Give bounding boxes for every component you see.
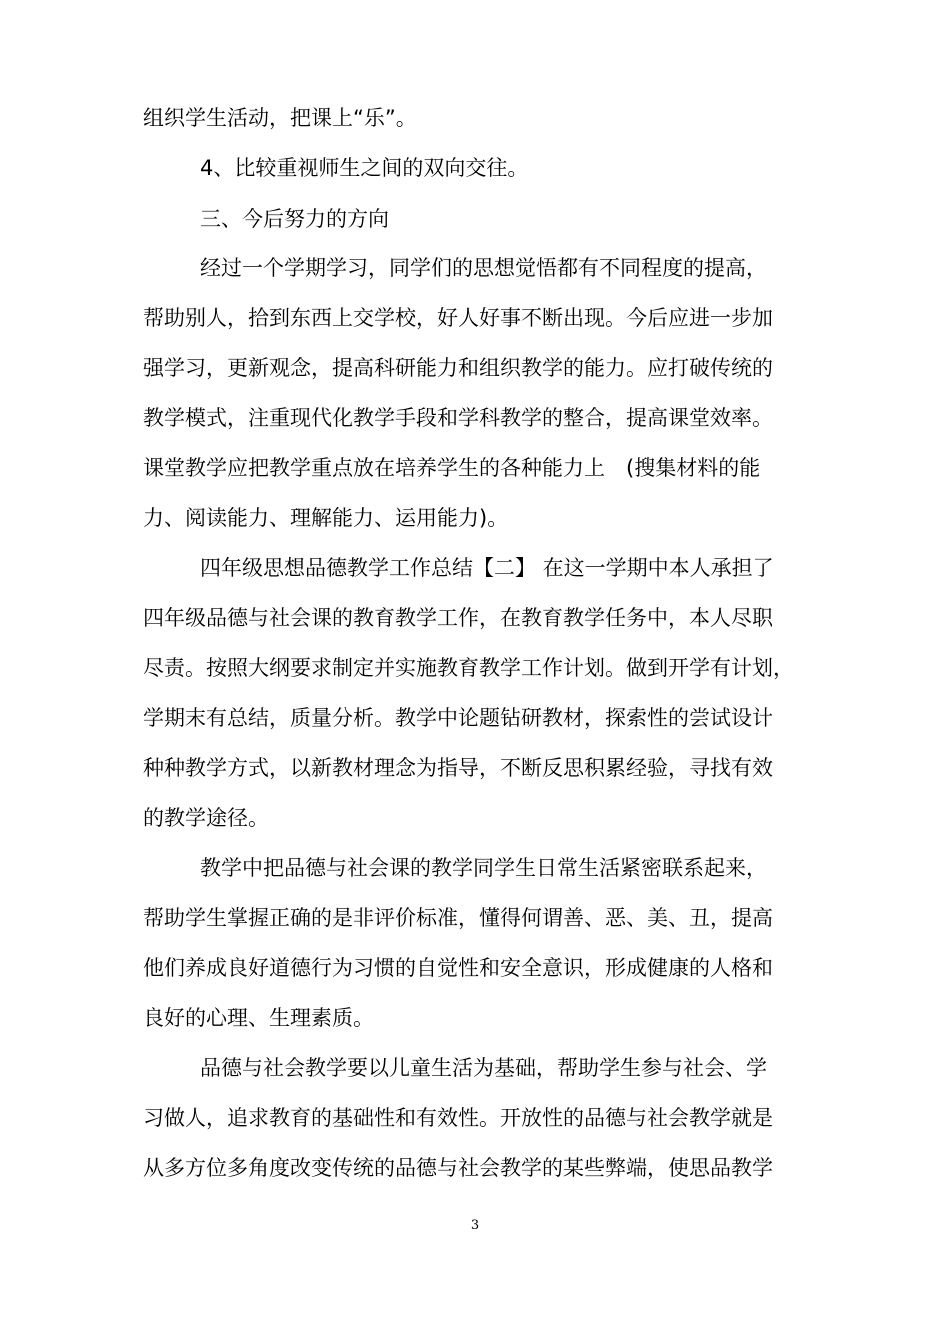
text-line: 力、阅读能力、理解能力、运用能力)。 bbox=[143, 506, 509, 530]
page-number: 3 bbox=[470, 1218, 480, 1233]
text-line: 教学中把品德与社会课的教学同学生日常生活紧密联系起来， bbox=[200, 856, 767, 880]
text-line: 课堂教学应把教学重点放在培养学生的各种能力上 (搜集材料的能 bbox=[143, 456, 761, 480]
text-line: 4、比较重视师生之间的双向交往。 bbox=[200, 156, 529, 180]
text-line: 帮助别人，拾到东西上交学校，好人好事不断出现。今后应进一步加 bbox=[143, 306, 773, 330]
text-line: 种种教学方式，以新教材理念为指导，不断反思积累经验，寻找有效 bbox=[143, 756, 773, 780]
text-line: 的教学途径。 bbox=[143, 806, 269, 830]
text-line: 尽责。按照大纲要求制定并实施教育教学工作计划。做到开学有计划， bbox=[143, 656, 794, 680]
text-line: 经过一个学期学习，同学们的思想觉悟都有不同程度的提高， bbox=[200, 256, 767, 280]
text-line: 教学模式，注重现代化教学手段和学科教学的整合，提高课堂效率。 bbox=[143, 406, 773, 430]
text-line: 四年级思想品德教学工作总结【二】 在这一学期中本人承担了 bbox=[200, 556, 774, 580]
text-line: 四年级品德与社会课的教育教学工作，在教育教学任务中，本人尽职 bbox=[143, 606, 773, 630]
text-line: 帮助学生掌握正确的是非评价标准，懂得何谓善、恶、美、丑，提高 bbox=[143, 906, 773, 930]
text-line: 品德与社会教学要以儿童生活为基础，帮助学生参与社会、学 bbox=[200, 1056, 767, 1080]
text-line: 强学习，更新观念，提高科研能力和组织教学的能力。应打破传统的 bbox=[143, 356, 773, 380]
text-line: 从多方位多角度改变传统的品德与社会教学的某些弊端，使思品教学 bbox=[143, 1156, 773, 1180]
text-line: 学期末有总结，质量分析。教学中论题钻研教材，探索性的尝试设计 bbox=[143, 706, 773, 730]
text-line: 良好的心理、生理素质。 bbox=[143, 1006, 374, 1030]
text-line: 三、今后努力的方向 bbox=[200, 207, 389, 231]
text-line: 习做人，追求教育的基础性和有效性。开放性的品德与社会教学就是 bbox=[143, 1106, 773, 1130]
text-line: 他们养成良好道德行为习惯的自觉性和安全意识，形成健康的人格和 bbox=[143, 956, 773, 980]
text-line: 组织学生活动，把课上“乐”。 bbox=[143, 106, 417, 130]
